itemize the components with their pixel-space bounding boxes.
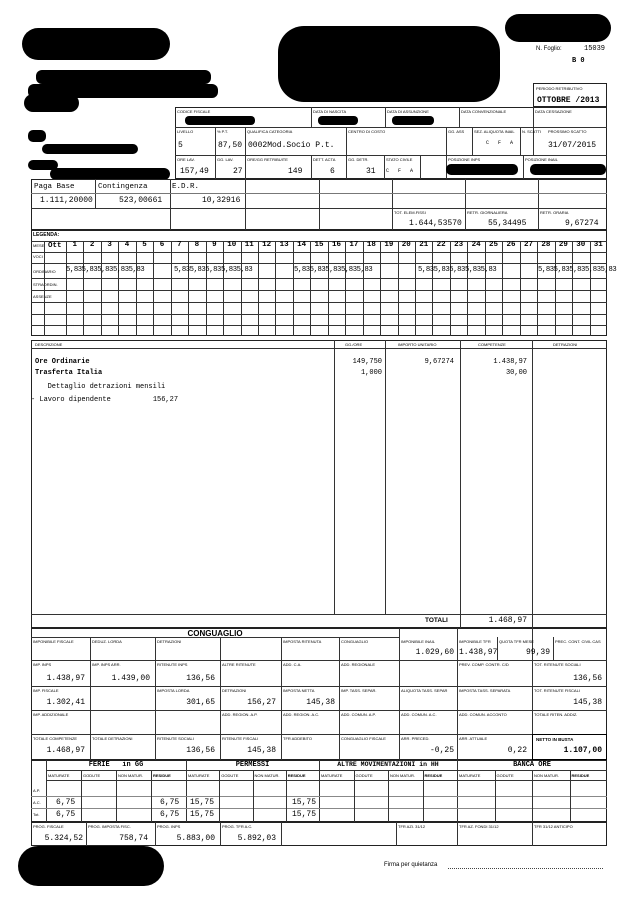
day-30: 30 [576,241,586,249]
c-congfisc-label: CONGUAGLIO FISCALE [341,736,386,741]
c-impinpsarr-value: 1.439,00 [111,674,150,683]
day-7: 7 [177,241,182,249]
day-13: 13 [279,241,289,249]
retrgiorn-label: RETR. GIORNALIERA [467,210,508,215]
c-netto-label: NETTO IN BUSTA [536,737,574,742]
period-value: OTTOBRE /2013 [537,96,600,105]
perm-tot-res: 15,75 [292,810,317,819]
gglav-label: GG. LAV. [217,157,234,162]
day-divider [118,241,119,336]
c-detraz-label: DETRAZIONI [222,688,247,693]
leave-divider [570,770,571,822]
sheet-number: 15039 [584,45,606,53]
orelav-label: ORE LAV. [177,157,195,162]
day-17: 17 [349,241,359,249]
c-totadd-label: TOTALE RITEN. ADDIZ. [534,712,578,717]
row-desc-3: - Lavoro dipendente 156,27 [31,396,179,404]
redaction-company [22,28,170,60]
c-netto-value: 1.107,00 [563,746,602,755]
leave-divider [151,770,152,822]
month-label: Ott [48,242,62,250]
day-divider [380,241,381,336]
day-divider [275,241,276,336]
day-divider [223,241,224,336]
c-imptfr-value: 1.438,97 [459,648,498,657]
scatti-label: N. SCATTI [522,129,542,134]
leave-col-1-2: NON MATUR. [254,773,280,778]
ferie-ac-res: 6,75 [160,798,180,807]
sheet-label: N. Foglio: [536,46,562,52]
c-impfiscale-value: 1.302,41 [46,698,85,707]
day-divider [502,241,503,336]
leave-divider [81,770,82,822]
c-arrprec-value: -0,25 [429,746,454,755]
day-5: 5 [142,241,147,249]
col-desc: DESCRIZIONE [35,342,63,347]
ggass-label: GG. ASS [448,129,465,134]
day-divider [415,241,416,336]
leave-row-ap: A.P. [33,788,41,793]
ggdetr-value: 31 [366,167,376,176]
ggdetr-label: GG. DETR. [348,157,369,162]
prog-tfr-value: 5.892,03 [237,834,276,843]
c-detr-label: DETRAZIONI [157,639,182,644]
period-label: PERIODO RETRIBUTIVO [536,86,583,91]
row-label-mese: MESE [33,243,45,248]
row-label-assenze: ASSENZE [33,294,52,299]
leave-col-1-3: RESIDUE [287,773,306,778]
birth-label: DATA DI NASCITA [313,109,347,114]
day-divider [101,241,102,336]
prog-fiscale-label: PROG. FISCALE [33,824,64,829]
day-divider [398,241,399,336]
c-detraz-value: 156,27 [247,698,276,707]
day-19: 19 [384,241,394,249]
c-altrerit-label: ALTRE RITENUTE [222,662,256,667]
c-totdetr-label: TOTALE DETRAZIONI [92,736,133,741]
row-comp-0: 1.438,97 [493,358,527,366]
prog-tfr-label: PROG. TFR A.C. [222,824,253,829]
day-23: 23 [454,241,464,249]
day-divider [258,241,259,336]
row-qty-1: 1,000 [360,369,382,377]
c-aliquota-label: ALIQUOTA TASS. SEPAR [401,688,448,693]
sheet-code: B 0 [572,57,585,65]
perm-tot-mat: 15,75 [190,810,215,819]
cf-label: CODICE FISCALE [177,109,211,114]
perm-ac-mat: 15,75 [190,798,215,807]
day-10: 10 [227,241,237,249]
c-ritfisc-value: 145,38 [247,746,276,755]
totali-value: 1.468,97 [488,616,527,625]
leave-divider [286,770,287,822]
redaction-company-block [24,94,79,112]
c-addcomap-label: ADD. COMUN. A.P. [341,712,376,717]
day-divider [83,241,84,336]
c-prec-label: PREC. CONT. CIVIL CAS [555,639,601,644]
hours-group-1: 5,835,835,835,835,83 [66,266,145,274]
redaction-hire [392,116,434,125]
c-ritsoc-value: 136,56 [186,746,215,755]
day-9: 9 [212,241,217,249]
day-divider [188,241,189,336]
day-divider [520,241,521,336]
prog-imposta-value: 758,74 [119,834,148,843]
redaction-inps [446,164,518,175]
day-divider [537,241,538,336]
leave-col-3-3: RESIDUE [571,773,590,778]
paga-base-value: 1.111,20000 [40,196,93,205]
redaction-employee [278,26,500,102]
c-totritfisc-value: 145,38 [573,698,602,707]
c-ritinps-value: 136,56 [186,674,215,683]
leave-col-3-2: NON MATUR. [534,773,560,778]
centro-label: CENTRO DI COSTO [348,129,386,134]
leave-divider [116,770,117,822]
row-label-ordinario: ORDINARIO [33,269,56,274]
leave-col-0-0: MATURATE [48,773,70,778]
c-totritfisc-label: TOT. RITENUTE FISCALI [534,688,580,693]
c-impnetta-value: 145,38 [306,698,335,707]
day-divider [293,241,294,336]
leave-col-2-0: MATURATE [321,773,343,778]
leave-row-tot: Tot. [33,812,40,817]
legend-label: LEGENDA: [33,232,60,238]
day-divider [136,241,137,336]
c-totritsoc-value: 136,56 [573,674,602,683]
col-qty: GG./ORE [345,342,363,347]
day-28: 28 [541,241,551,249]
redaction-cf [185,116,255,125]
conv-label: DATA CONVENZIONALE [461,109,507,114]
c-ritinps-label: RITENUTE INPS [157,662,188,667]
leave-divider [388,770,389,822]
c-arratt-value: 0,22 [507,746,527,755]
row-label-straordinario: STRAORDIN. [33,282,58,287]
row-desc-2: Dettaglio detrazioni mensili [35,383,166,391]
leave-col-2-3: RESIDUE [424,773,443,778]
day-15: 15 [314,241,324,249]
permessi-title: PERMESSI [235,761,270,769]
day-divider [432,241,433,336]
c-addreg-label: ADD. REGIONALE [341,662,376,667]
hire-label: DATA DI ASSUNZIONE [387,109,429,114]
day-divider [555,241,556,336]
leave-col-3-1: GODUTE [496,773,514,778]
c-imptfr-label: IMPONIBILE TFR [459,639,491,644]
day-11: 11 [244,241,254,249]
pscatto-value: 31/07/2015 [548,141,597,150]
leave-divider [354,770,355,822]
leave-row-ac: A.C. [33,800,41,805]
pt-label: % P.T. [217,129,229,134]
c-prev-label: PREV. COMP. CONTR. C/D [459,662,509,667]
livello-value: 5 [178,141,183,150]
c-addcomac-label: ADD. COMUN. A.C. [401,712,437,717]
c-impinps-label: IMP. INPS [33,662,52,667]
retroraria-label: RETR. ORARIA [540,210,569,215]
stato-values: C F A [386,168,417,174]
leave-col-2-2: NON MATUR. [390,773,416,778]
day-divider [206,241,207,336]
ferie-ac-mat: 6,75 [56,798,76,807]
oreretr-value: 149 [288,167,303,176]
sez-values: C F A [486,140,517,146]
c-cong-label: CONGUAGLIO [341,639,369,644]
contingenza-value: 523,00661 [119,196,163,205]
totelem-value: 1.644,53570 [409,219,462,228]
oreretr-label: ORE/GG RETRIBUITE [247,157,288,162]
c-dedlorda-label: DEDUZ. LORDA [92,639,122,644]
day-14: 14 [297,241,307,249]
c-arratt-label: ARR. ATTUALE [459,736,488,741]
qualifica-value: 0002Mod.Socio P.t. [248,141,335,150]
edr-value: 10,32916 [202,196,241,205]
c-impostarit-label: IMPOSTA RITENUTA [283,639,322,644]
day-4: 4 [124,241,130,249]
orelav-value: 157,49 [180,167,209,176]
c-impadd-label: IMP. ADDIZIONALE [33,712,69,717]
row-desc-1: Trasferta Italia [35,369,103,377]
leave-col-0-1: GODUTE [83,773,101,778]
day-divider [485,241,486,336]
c-impnetta-label: IMPOSTA NETTA [283,688,315,693]
day-divider [153,241,154,336]
paga-base-label: Paga Base [34,183,75,191]
banca-title: BANCA ORE [513,761,551,769]
redaction-left-1 [28,130,46,142]
firma-label: Firma per quietanza [384,862,438,868]
gglav-value: 27 [233,167,243,176]
leave-col-2-1: GODUTE [355,773,373,778]
day-divider [467,241,468,336]
stato-label: STATO CIVILE [386,157,413,162]
c-addcomacc-label: ADD. COMUN. ACCONTO [459,712,507,717]
day-divider [345,241,346,336]
c-totcomp-value: 1.468,97 [46,746,85,755]
c-impostatass-label: IMPOSTA TASS. SEPARATA [459,688,511,693]
leave-col-0-2: NON MATUR. [118,773,144,778]
c-impfiscale-label: IMP. FISCALE [33,688,59,693]
leave-col-1-0: MATURATE [188,773,210,778]
leave-col-0-3: RESIDUE [153,773,171,778]
row-label-voci: VOCI [33,254,43,259]
day-16: 16 [331,241,341,249]
row-comp-1: 30,00 [505,369,527,377]
row-desc-0: Ore Ordinarie [35,358,90,366]
c-quotatfr-value: 99,39 [525,648,550,657]
day-divider [171,241,172,336]
pt-value: 87,50 [218,141,243,150]
c-imptass-label: IMP. TASS. SEPAR. [341,688,377,693]
day-1: 1 [72,241,77,249]
ferie-tot-mat: 6,75 [56,810,76,819]
prog-fiscale-value: 5.324,52 [44,834,83,843]
day-31: 31 [593,241,603,249]
conguaglio-title: CONGUAGLIO [187,629,243,638]
day-24: 24 [471,241,481,249]
livello-label: LIVELLO [177,129,194,134]
posinps-label: POSIZIONE INPS [448,157,481,162]
c-addca-label: ADD. C.A. [283,662,302,667]
posinail-label: POSIZIONE INAIL [525,157,558,162]
contingenza-label: Contingenza [98,183,148,191]
detr-label: DETT. ACTA [313,157,336,162]
row-unit-0: 9,67274 [424,358,454,366]
c-tfr-label: TFR ADDEBITO [283,736,313,741]
day-divider [450,241,451,336]
tfr-fondi-label: TFR AZ. FONDI 31/12 [459,824,499,829]
redaction-topright [505,14,611,42]
c-impinail-value: 1.029,60 [415,648,454,657]
firma-line [448,868,603,869]
hours-group-5: 5,835,835,835,835,83 [538,266,617,274]
day-27: 27 [523,241,533,249]
leave-col-1-1: GODUTE [221,773,239,778]
redaction-company-line [36,70,211,84]
day-21: 21 [419,241,429,249]
c-impinail-label: IMPONIBILE INAIL [401,639,436,644]
c-implorda-label: IMPOSTA LORDA [157,688,190,693]
day-29: 29 [558,241,568,249]
totelem-label: TOT. ELEM.FISSI [394,210,426,215]
detr-value: 6 [330,167,335,176]
cess-label: DATA CESSAZIONE [535,109,572,114]
retroraria-value: 9,67274 [565,219,599,228]
c-arrprec-label: ARR. PRECED. [401,736,430,741]
col-detr: DETRAZIONI [553,342,578,347]
day-18: 18 [366,241,376,249]
c-ritsoc-label: RITENUTE SOCIALI [157,736,194,741]
day-8: 8 [194,241,200,249]
day-divider [310,241,311,336]
c-totcomp-label: TOTALE COMPETENZE [33,736,78,741]
hours-group-4: 5,835,835,835,835,83 [418,266,497,274]
tfr-az-label: TFR AZI. 31/12 [398,824,426,829]
leave-divider [253,770,254,822]
c-impinpsarr-label: IMP. INPS ARR. [92,662,121,667]
c-addregac-label: ADD. REGION. A.C. [283,712,320,717]
redaction-left-2 [42,144,138,154]
pscatto-label: PROSSIMO SCATTO [548,129,587,134]
hours-group-3: 5,835,835,835,835,83 [294,266,373,274]
c-ritfisc-label: RITENUTE FISCALI [222,736,259,741]
c-impfisc-label: IMPONIBILE FISCALE [33,639,74,644]
edr-label: E.D.R. [172,183,200,191]
leave-divider [219,770,220,822]
prog-inps-value: 5.883,00 [176,834,215,843]
day-3: 3 [107,241,112,249]
day-25: 25 [489,241,499,249]
day-6: 6 [159,241,165,249]
c-totritsoc-label: TOT. RITENUTE SOCIALI [534,662,581,667]
c-implorda-value: 301,65 [186,698,215,707]
day-divider [572,241,573,336]
day-20: 20 [401,241,411,249]
prog-inps-label: PROG. INPS [157,824,181,829]
redaction-footer [18,846,164,886]
redaction-inail [530,164,606,175]
col-unit: IMPORTO UNITARIO [398,342,437,347]
day-divider [363,241,364,336]
ferie-title: FERIE in GG [88,761,144,769]
leave-divider [532,770,533,822]
day-22: 22 [436,241,446,249]
retrgiorn-value: 55,34495 [488,219,527,228]
day-divider [241,241,242,336]
day-26: 26 [506,241,516,249]
leave-col-3-0: MATURATE [459,773,481,778]
leave-divider [495,770,496,822]
ferie-tot-res: 6,75 [160,810,180,819]
redaction-birth [318,116,358,125]
day-2: 2 [89,241,95,249]
hours-group-2: 5,835,835,835,835,83 [174,266,253,274]
c-impinps-value: 1.438,97 [46,674,85,683]
period-box [533,83,607,107]
prog-imposta-label: PROG. IMPOSTA FISC. [88,824,131,829]
totali-label: TOTALI [425,617,448,624]
day-12: 12 [262,241,272,249]
day-divider [590,241,591,336]
c-quotatfr-label: QUOTA TFR MESE [499,639,534,644]
perm-ac-res: 15,75 [292,798,317,807]
tfr-fondi-ant-label: TFR 31/12 ANTICIPO [534,824,573,829]
qualifica-label: QUALIFICA CATEGORIA [247,129,293,134]
row-qty-0: 149,750 [352,358,382,366]
day-divider [66,241,67,336]
leave-divider [423,770,424,822]
day-divider [328,241,329,336]
c-addregap-label: ADD. REGION. A.P. [222,712,258,717]
altre-title: ALTRE MOVIMENTAZIONI in HH [337,761,439,768]
col-comp: COMPETENZE [478,342,506,347]
sez-label: SEZ. ALIQUOTA INAIL [474,129,515,134]
